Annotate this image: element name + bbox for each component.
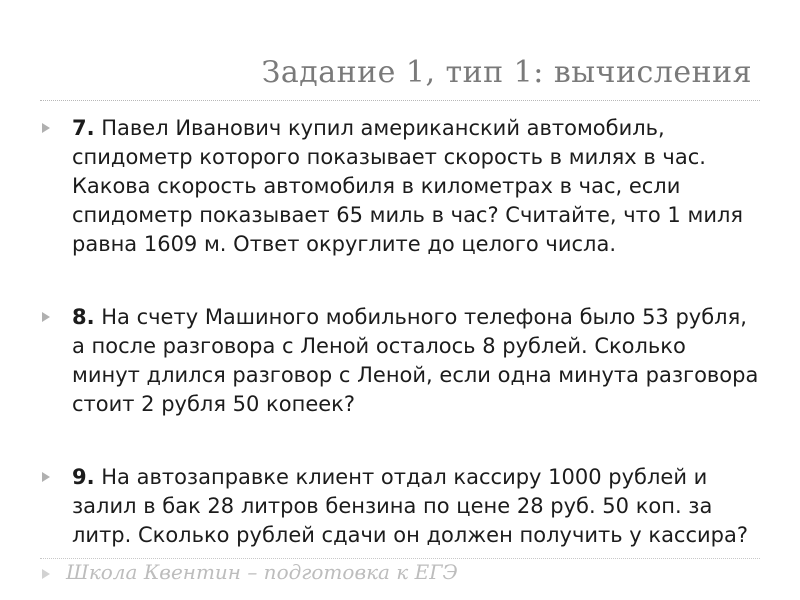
footer-bullet-icon [42,569,50,579]
slide-title: Задание 1, тип 1: вычисления [261,55,752,90]
task-item-9 [40,463,760,550]
task-text: Павел Иванович купил американский автомобиль, спидометр которого показывает скорость в милях в час. Какова скорость автомобиля в километрах в час, если спидометр показывает 65 миль в час? Считайте, что 1 миля равна 1609 м. Ответ округлите до целого числа. [72,116,744,256]
footer-divider [40,558,760,559]
bullet-arrow-icon [42,472,50,482]
footer-text: Школа Квентин – подготовка к ЕГЭ [66,560,458,584]
task-text: На счету Машиного мобильного телефона было 53 рубля, а после разговора с Леной осталось 8 рублей. Сколько минут длился разговор с Леной, если одна минута разговора стоит 2 рубля 50 копеек? [72,305,759,416]
task-list [40,114,760,550]
bullet-arrow-icon [42,123,50,133]
task-item-7 [40,114,760,259]
bullet-arrow-icon [42,312,50,322]
task-number: 8. [72,305,95,329]
slide-footer [40,558,760,590]
task-number: 9. [72,465,95,489]
task-text: На автозаправке клиент отдал кассиру 1000 рублей и залил в бак 28 литров бензина по цене 28 руб. 50 коп. за литр. Сколько рублей сдачи он должен получить у кассира? [72,465,749,547]
title-divider [40,100,760,101]
task-number: 7. [72,116,95,140]
task-item-8 [40,303,760,419]
